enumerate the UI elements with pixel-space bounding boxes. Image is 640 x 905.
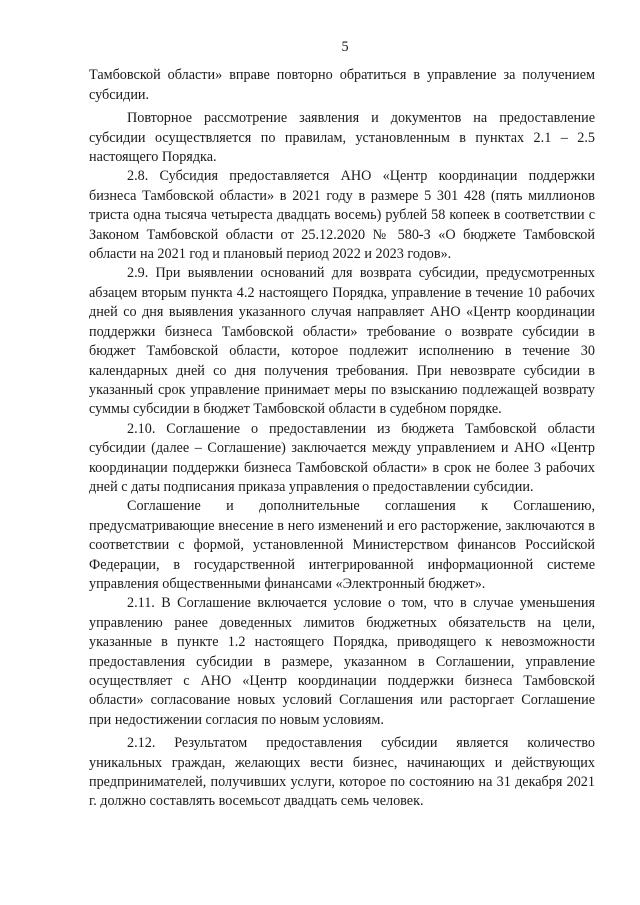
page-number: 5 <box>341 39 349 55</box>
paragraph-2-10: 2.10. Соглашение о предоставлении из бюджета Тамбовской области субсидии (далее – Соглашение) заключается между управлением и АНО «Центр координации поддержки бизнеса Тамбовской области» в срок не более 3 рабочих дней с даты подписания приказа управления о предоставлении субсидии. <box>89 420 595 495</box>
paragraph-2-12: 2.12. Результатом предоставления субсидии является количество уникальных граждан, желающих вести бизнес, начинающих и действующих предпринимателей, получивших услуги, которое по состоянию на 31 декабря 2021 г. должно составлять восемьсот двадцать семь человек. <box>89 735 595 810</box>
paragraph-2-11: 2.11. В Соглашение включается условие о том, что в случае уменьшения управлению ранее доведенных лимитов бюджетных обязательств на цели, указанные в пункте 1.2 настоящего Порядка, приводящего к невозможности предоставления субсидии в размере, указанном в Соглашении, управление осуществляет с АНО «Центр координации поддержки бизнеса Тамбовской области» согласование новых условий Соглашения или расторгает Соглашение при недостижении согласия по новым условиям. <box>89 595 595 728</box>
paragraph-2-9: 2.9. При выявлении оснований для возврата субсидии, предусмотренных абзацем вторым пункта 4.2 настоящего Порядка, управление в течение 10 рабочих дней со дня выявления указанного случая направляет АНО «Центр координации поддержки бизнеса Тамбовской области» требование о возврате субсидии в бюджет Тамбовской области, которое подлежит исполнению в течение 30 календарных дней со дня получения требования. При невозврате субсидии в указанный срок управление принимает меры по взысканию подлежащей возврату суммы субсидии в бюджет Тамбовской области в судебном порядке. <box>89 265 595 418</box>
paragraph-reconsideration: Повторное рассмотрение заявления и документов на предоставление субсидии осуществляется по правилам, установленным в пунктах 2.1 – 2.5 настоящего Порядка. <box>89 110 595 166</box>
paragraph-continuation: Тамбовской области» вправе повторно обратиться в управление за получением субсидии. <box>89 67 595 103</box>
paragraph-agreement-form: Соглашение и дополнительные соглашения к Соглашению, предусматривающие внесение в него изменений и его расторжение, заключаются в соответствии с формой, установленной Министерством финансов Российской Федерации, в государственной интегрированной информационной системе управления общественными финансами «Электронный бюджет». <box>89 498 595 592</box>
paragraph-2-8: 2.8. Субсидия предоставляется АНО «Центр координации поддержки бизнеса Тамбовской области» в 2021 году в размере 5 301 428 (пять миллионов триста одна тысяча четыреста двадцать восемь) рублей 58 копеек в соответствии с Законом Тамбовской области от 25.12.2020 № 580-З «О бюджете Тамбовской области на 2021 год и плановый период 2022 и 2023 годов». <box>89 168 595 263</box>
document-page <box>89 38 595 812</box>
